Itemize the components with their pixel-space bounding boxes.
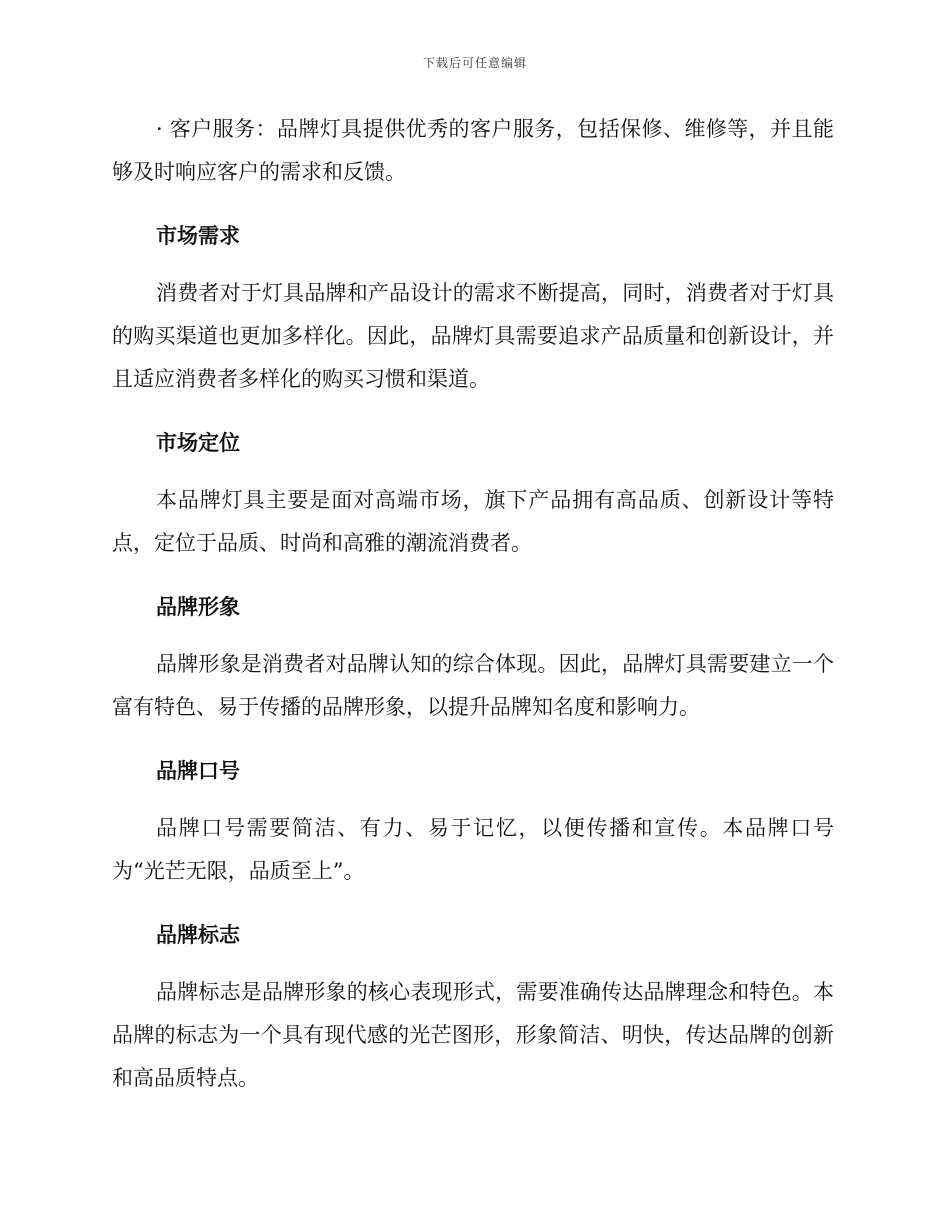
paragraph-brand-slogan: 品牌口号需要简洁、有力、易于记忆，以便传播和宣传。本品牌口号为“光芒无限，品质至上”。 — [112, 816, 834, 883]
section-heading-brand-image: 品牌形象 — [156, 595, 240, 619]
paragraph-brand-logo: 品牌标志是品牌形象的核心表现形式，需要准确传达品牌理念和特色。本品牌的标志为一个具有现代感的光芒图形，形象简洁、明快，传达品牌的创新和高品质特点。 — [112, 980, 834, 1090]
section-heading-market-positioning: 市场定位 — [156, 431, 240, 455]
paragraph-market-demand: 消费者对于灯具品牌和产品设计的需求不断提高，同时，消费者对于灯具的购买渠道也更加多样化。因此，品牌灯具需要追求产品质量和创新设计，并且适应消费者多样化的购买习惯和渠道。 — [112, 281, 834, 391]
document-body — [112, 108, 834, 1124]
bullet-paragraph-customer-service: · 客户服务：品牌灯具提供优秀的客户服务，包括保修、维修等，并且能够及时响应客户的需求和反馈。 — [112, 117, 834, 184]
paragraph-brand-image: 品牌形象是消费者对品牌认知的综合体现。因此，品牌灯具需要建立一个富有特色、易于传播的品牌形象，以提升品牌知名度和影响力。 — [112, 652, 834, 719]
section-heading-brand-slogan: 品牌口号 — [156, 759, 240, 783]
section-heading-brand-logo: 品牌标志 — [156, 923, 240, 947]
paragraph-market-positioning: 本品牌灯具主要是面对高端市场，旗下产品拥有高品质、创新设计等特点，定位于品质、时尚和高雅的潮流消费者。 — [112, 488, 834, 555]
section-heading-market-demand: 市场需求 — [156, 224, 240, 248]
page-header-note: 下载后可任意编辑 — [422, 56, 527, 70]
